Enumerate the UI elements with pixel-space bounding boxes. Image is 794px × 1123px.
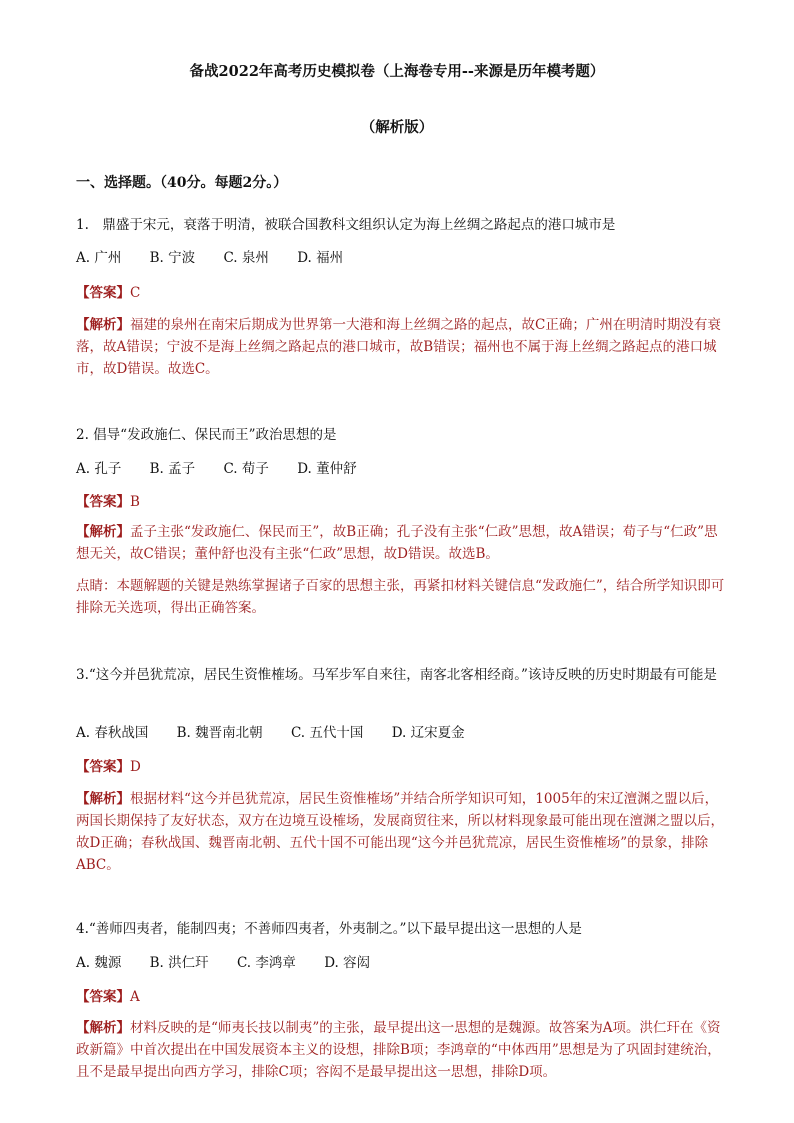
option-a: A. 魏源 (76, 955, 122, 971)
answer-value: D (130, 759, 141, 775)
question-1-analysis (76, 314, 726, 380)
question-4-analysis (76, 1017, 726, 1083)
analysis-text: 福建的泉州在南宋后期成为世界第一大港和海上丝绸之路的起点，故C正确；广州在明清时期没有衰落，故A错误；宁波不是海上丝绸之路起点的港口城市，故B错误；福州也不属于海上丝绸之路起点的港口城市，故D错误。故选C。 (76, 317, 721, 377)
question-3-answer (76, 755, 141, 775)
question-4-stem: 4.“善师四夷者，能制四夷；不善师四夷者，外夷制之。”以下最早提出这一思想的人是 (76, 921, 582, 937)
question-2-analysis (76, 521, 726, 565)
option-a: A. 广州 (76, 250, 122, 266)
option-d: D. 董仲舒 (297, 461, 357, 477)
question-4-options (76, 951, 394, 971)
analysis-label: 【解析】 (76, 317, 130, 333)
option-d: D. 福州 (297, 250, 344, 266)
question-4-answer (76, 985, 140, 1005)
document-title: 备战2022年高考历史模拟卷（上海卷专用--来源是历年模考题） (189, 63, 605, 80)
analysis-text: 材料反映的是“师夷长技以制夷”的主张，最早提出这一思想的是魏源。故答案为A项。洪仁玕在《资政新篇》中首次提出在中国发展资本主义的设想，排除B项；李鸿章的“中体西用”思想是为了巩固封建统治，且不是最早提出向西方学习，排除C项；容闳不是最早提出这一思想，排除D项。 (76, 1020, 721, 1080)
answer-label: 【答案】 (76, 494, 130, 510)
answer-value: B (130, 494, 140, 510)
analysis-text: 根据材料“这今并邑犹荒凉，居民生资惟榷场”并结合所学知识可知，1005年的宋辽澶渊之盟以后，两国长期保持了友好状态，双方在边境互设榷场，发展商贸往来，所以材料现象最可能出现在澶渊之盟以后，故D正确；春秋战国、魏晋南北朝、五代十国不可能出现“这今并邑犹荒凉，居民生资惟榷场”的景象，排除ABC。 (76, 791, 724, 873)
question-2-note: 点睛：本题解题的关键是熟练掌握诸子百家的思想主张，再紧扣材料关键信息“发政施仁”，结合所学知识即可排除无关选项，得出正确答案。 (76, 578, 725, 616)
option-c: C. 李鸿章 (236, 955, 296, 971)
question-2-stem: 2. 倡导“发政施仁、保民而王”政治思想的是 (76, 427, 337, 443)
answer-value: C (130, 285, 141, 301)
option-b: B. 魏晋南北朝 (176, 725, 263, 741)
answer-value: A (130, 989, 140, 1005)
answer-label: 【答案】 (76, 285, 130, 301)
option-a: A. 孔子 (76, 461, 122, 477)
question-3-options (76, 721, 489, 741)
answer-label: 【答案】 (76, 989, 130, 1005)
question-2-options (76, 457, 381, 477)
option-c: C. 五代十国 (290, 725, 364, 741)
option-d: D. 容闳 (324, 955, 371, 971)
analysis-label: 【解析】 (76, 1020, 130, 1036)
option-b: B. 洪仁玕 (149, 955, 209, 971)
option-b: B. 宁波 (149, 250, 196, 266)
question-1-stem: 1. 鼎盛于宋元，衰落于明清，被联合国教科文组织认定为海上丝绸之路起点的港口城市是 (76, 217, 616, 233)
option-b: B. 孟子 (149, 461, 196, 477)
option-c: C. 荀子 (223, 461, 269, 477)
analysis-label: 【解析】 (76, 524, 130, 540)
question-1-answer (76, 281, 140, 301)
document-subtitle: （解析版） (360, 119, 434, 136)
analysis-text: 孟子主张“发政施仁、保民而王”，故B正确；孔子没有主张“仁政”思想，故A错误；荀子与“仁政”思想无关，故C错误；董仲舒也没有主张“仁政”思想，故D错误。故选B。 (76, 524, 718, 562)
option-d: D. 辽宋夏金 (391, 725, 465, 741)
question-3-analysis (76, 788, 726, 876)
section-heading: 一、选择题。（40分。每题2分。） (76, 175, 288, 191)
question-1-options (76, 246, 367, 266)
analysis-label: 【解析】 (76, 791, 130, 807)
answer-label: 【答案】 (76, 759, 130, 775)
question-3-stem: 3.“这今并邑犹荒凉，居民生资惟榷场。马军步军自来往，南客北客相经商。”该诗反映的历史时期最有可能是 (76, 667, 717, 683)
question-2-answer (76, 490, 140, 510)
option-a: A. 春秋战国 (76, 725, 149, 741)
option-c: C. 泉州 (223, 250, 269, 266)
